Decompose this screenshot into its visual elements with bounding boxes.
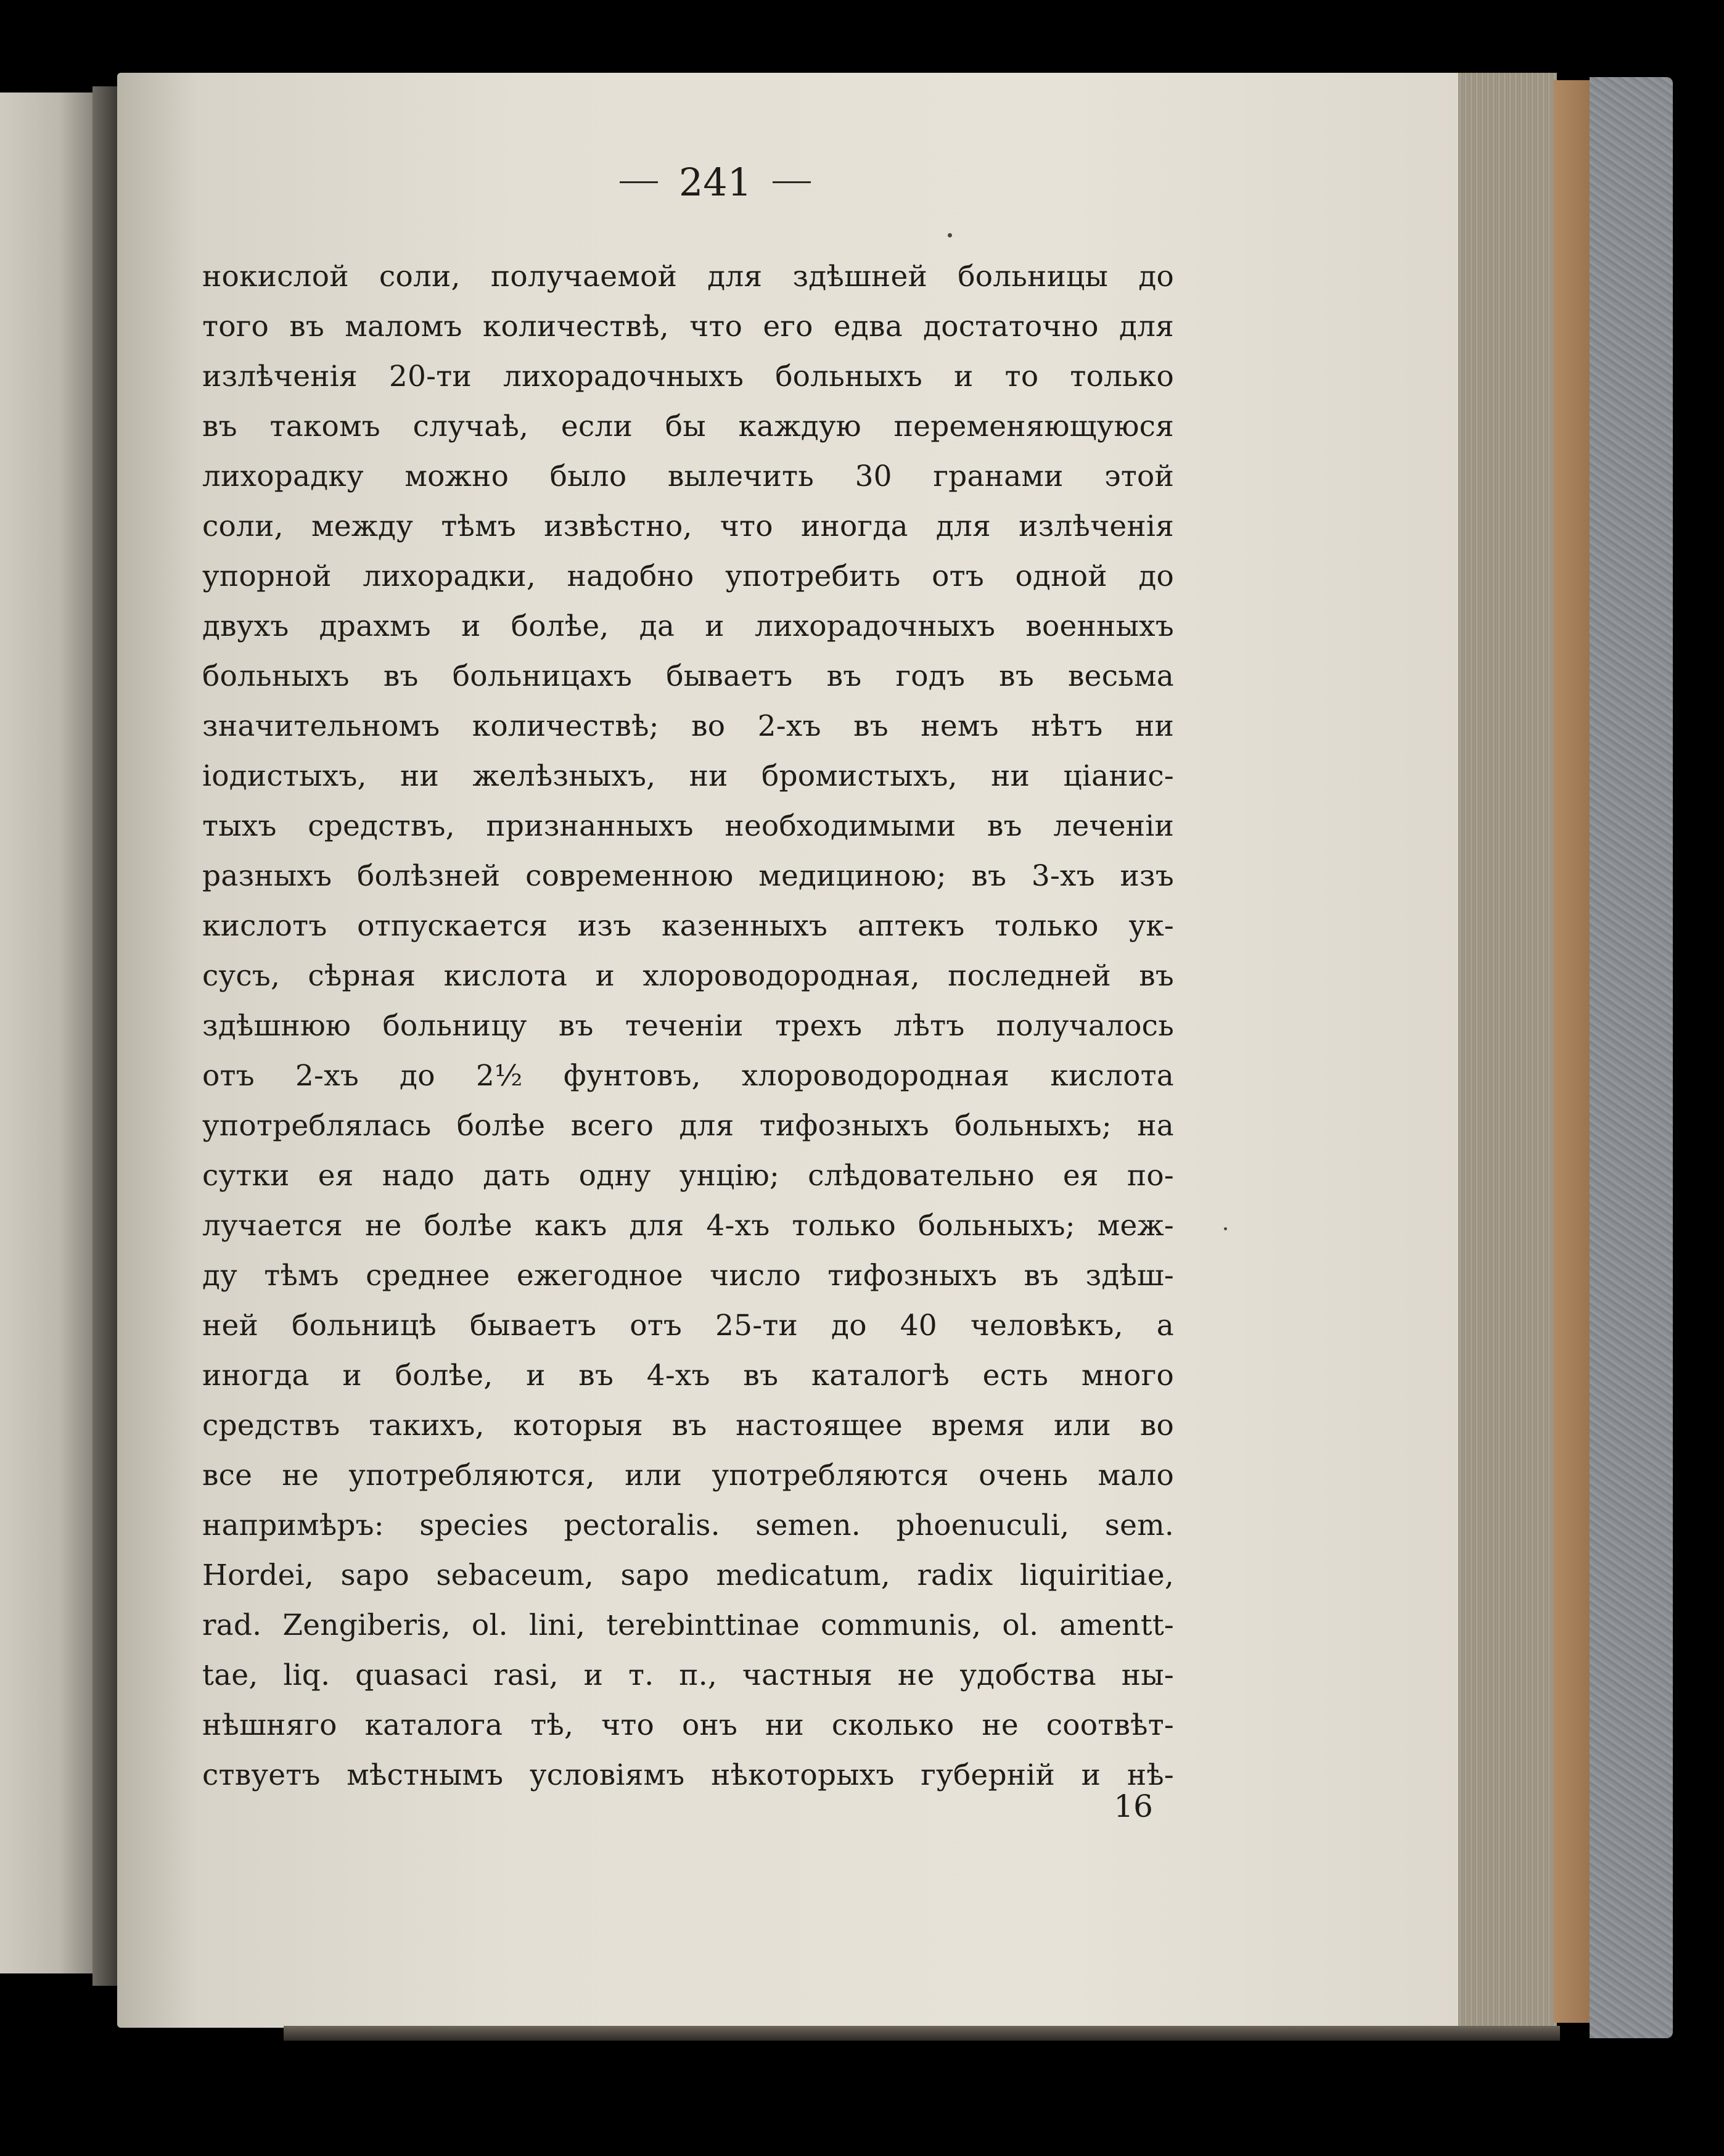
text-line: ду тѣмъ среднее ежегодное число тифозныхъ въ здѣш- xyxy=(202,1259,1174,1293)
text-line: соли, между тѣмъ извѣстно, что иногда для излѣченія xyxy=(202,509,1174,543)
text-line: употреблялась болѣе всего для тифозныхъ больныхъ; на xyxy=(202,1109,1174,1143)
text-line: значительномъ количествѣ; во 2-хъ въ немъ нѣтъ ни xyxy=(202,709,1174,743)
book-cover xyxy=(1590,77,1673,2038)
text-line: нокислой соли, получаемой для здѣшней больницы до xyxy=(202,260,1174,294)
header-dash-left xyxy=(620,181,658,183)
text-line: лихорадку можно было вылечить 30 гранами этой xyxy=(202,459,1174,493)
page-number: 241 xyxy=(678,159,752,205)
text-line: сусъ, сѣрная кислота и хлороводородная, последней въ xyxy=(202,959,1174,993)
text-line: напримѣръ: species pectoralis. semen. phoenuculi, sem. xyxy=(202,1508,1174,1542)
header-dash-right xyxy=(773,181,811,183)
text-line: кислотъ отпускается изъ казенныхъ аптекъ только ук- xyxy=(202,909,1174,943)
text-line: излѣченія 20-ти лихорадочныхъ больныхъ и то только xyxy=(202,360,1174,393)
text-line: rad. Zengiberis, ol. lini, terebinttinae communis, ol. amentt- xyxy=(202,1608,1174,1642)
text-line: въ такомъ случаѣ, если бы каждую переменяющуюся xyxy=(202,409,1174,443)
text-line: іодистыхъ, ни желѣзныхъ, ни бромистыхъ, ни ціанис- xyxy=(202,759,1174,793)
cover-board-edge xyxy=(1554,80,1591,2023)
page-block-edge xyxy=(1458,73,1557,2034)
text-line: сутки ея надо дать одну унцію; слѣдовательно ея по- xyxy=(202,1159,1174,1193)
text-line: средствъ такихъ, которыя въ настоящее время или во xyxy=(202,1409,1174,1442)
text-line: ней больницѣ бываетъ отъ 25-ти до 40 человѣкъ, а xyxy=(202,1309,1174,1343)
signature-mark: 16 xyxy=(1114,1788,1153,1824)
text-line: все не употребляются, или употребляются очень мало xyxy=(202,1459,1174,1492)
text-line: нѣшняго каталога тѣ, что онъ ни сколько не соотвѣт- xyxy=(202,1708,1174,1742)
text-line: здѣшнюю больницу въ теченіи трехъ лѣтъ получалось xyxy=(202,1009,1174,1043)
previous-page-edge xyxy=(0,93,108,1973)
text-line: разныхъ болѣзней современною медициною; въ 3-хъ изъ xyxy=(202,859,1174,893)
print-speck xyxy=(1224,1227,1227,1230)
text-line: лучается не болѣе какъ для 4-хъ только больныхъ; меж- xyxy=(202,1209,1174,1243)
bottom-page-edge xyxy=(284,2026,1560,2041)
text-line: Hordei, sapo sebaceum, sapo medicatum, radix liquiritiae, xyxy=(202,1558,1174,1592)
print-speck xyxy=(948,233,952,237)
text-line: ствуетъ мѣстнымъ условіямъ нѣкоторыхъ губерній и нѣ- xyxy=(202,1758,1174,1792)
text-line: отъ 2-хъ до 2½ фунтовъ, хлороводородная кислота xyxy=(202,1059,1174,1093)
page-header xyxy=(583,157,848,207)
text-line: двухъ драхмъ и болѣе, да и лихорадочныхъ военныхъ xyxy=(202,609,1174,643)
text-line: упорной лихорадки, надобно употребить отъ одной до xyxy=(202,559,1174,593)
body-text xyxy=(202,252,1174,1800)
text-line: того въ маломъ количествѣ, что его едва достаточно для xyxy=(202,310,1174,344)
text-line: tae, liq. quasaci rasi, и т. п., частныя не удобства ны- xyxy=(202,1658,1174,1692)
text-line: больныхъ въ больницахъ бываетъ въ годъ въ весьма xyxy=(202,659,1174,693)
text-line: тыхъ средствъ, признанныхъ необходимыми въ леченіи xyxy=(202,809,1174,843)
text-line: иногда и болѣе, и въ 4-хъ въ каталогѣ есть много xyxy=(202,1359,1174,1393)
